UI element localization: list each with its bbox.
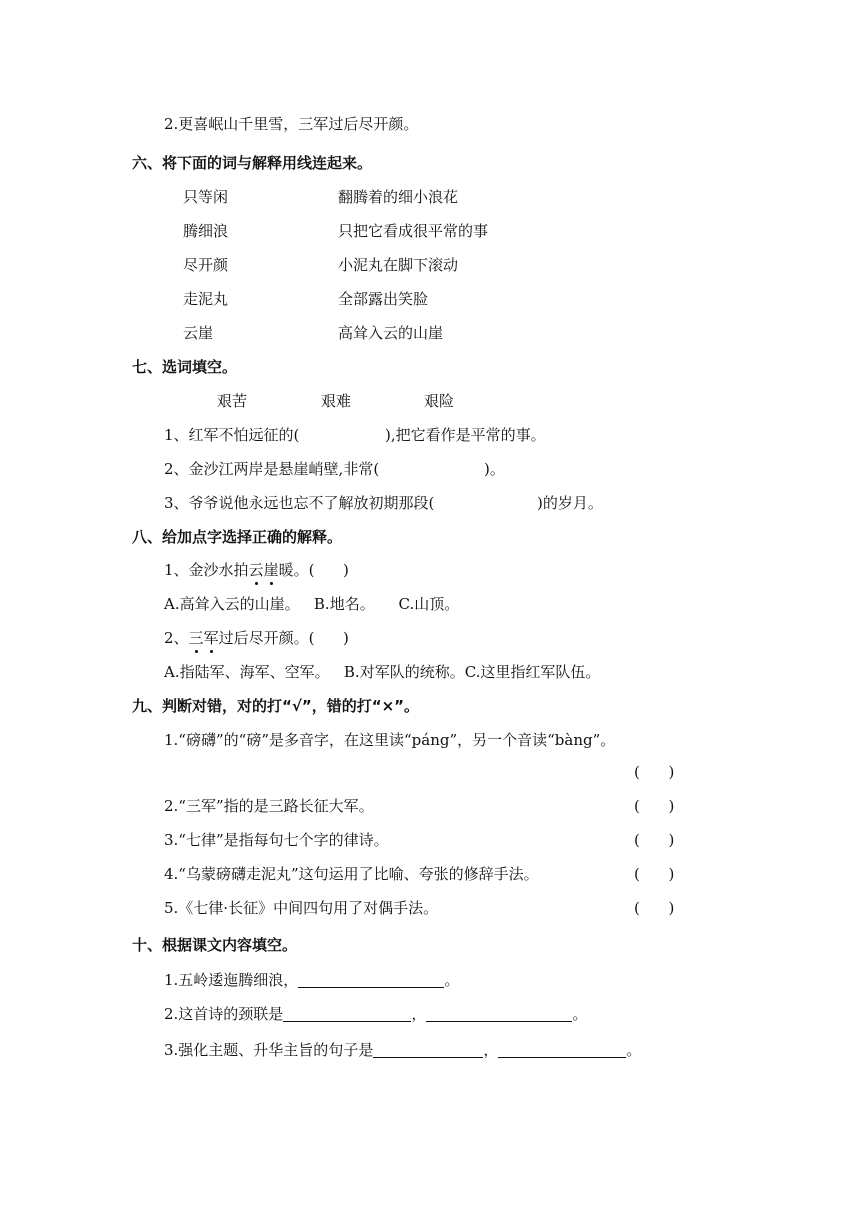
recall-q2-period: 。 bbox=[572, 1005, 588, 1023]
meaning-2: 只把它看成很平常的事 bbox=[338, 222, 489, 240]
judge-answer-1[interactable]: ( ) bbox=[634, 763, 675, 781]
judge-answer-3[interactable]: ( ) bbox=[634, 831, 675, 849]
section-7-title: 七、选词填空。 bbox=[132, 358, 238, 376]
meaning-5: 高耸入云的山崖 bbox=[338, 324, 444, 342]
recall-q3-blank-1[interactable] bbox=[373, 1041, 483, 1058]
meaning-1: 翻腾着的细小浪花 bbox=[338, 188, 459, 206]
fill-q1-start: 1、红军不怕远征的( bbox=[164, 426, 300, 444]
dotted-char-yun: 云 bbox=[248, 561, 264, 579]
dot-q2-line bbox=[164, 628, 349, 648]
recall-q2-blank-2[interactable] bbox=[426, 1005, 572, 1022]
recall-q1 bbox=[164, 970, 459, 990]
judge-answer-5[interactable]: ( ) bbox=[634, 899, 675, 917]
section-9-title: 九、判断对错，对的打“√”，错的打“×”。 bbox=[132, 697, 420, 715]
section-8-title: 八、给加点字选择正确的解释。 bbox=[132, 528, 343, 546]
fill-q3-start: 3、爷爷说他永远也忘不了解放初期那段( bbox=[164, 494, 435, 512]
recall-q3-comma: ， bbox=[483, 1041, 499, 1059]
section-6-title: 六、将下面的词与解释用线连起来。 bbox=[132, 154, 373, 172]
fill-q1-end: ),把它看作是平常的事。 bbox=[385, 426, 546, 444]
dot-q1-options: A.高耸入云的山崖。 B.地名。 C.山顶。 bbox=[164, 595, 460, 613]
recall-q2 bbox=[164, 1004, 587, 1024]
meaning-4: 全部露出笑脸 bbox=[338, 290, 429, 308]
section-10-title: 十、根据课文内容填空。 bbox=[132, 936, 298, 954]
option-word-1: 艰苦 bbox=[217, 392, 248, 410]
judge-item-2: 2.“三军”指的是三路长征大军。 bbox=[164, 797, 374, 815]
recall-q3-period: 。 bbox=[626, 1041, 642, 1059]
dotted-char-jun: 军 bbox=[203, 629, 219, 647]
word-3: 尽开颜 bbox=[183, 256, 229, 274]
word-4: 走泥丸 bbox=[183, 290, 229, 308]
word-2: 腾细浪 bbox=[183, 222, 229, 240]
recall-q3-text: 3.强化主题、升华主旨的句子是 bbox=[164, 1041, 374, 1059]
word-1: 只等闲 bbox=[183, 188, 229, 206]
option-word-3: 艰险 bbox=[424, 392, 455, 410]
judge-item-3: 3.“七律”是指每句七个字的律诗。 bbox=[164, 831, 389, 849]
meaning-3: 小泥丸在脚下滚动 bbox=[338, 256, 459, 274]
dot-q1-suffix: 暖。( ) bbox=[278, 561, 349, 579]
judge-item-1: 1.“磅礴”的“磅”是多音字，在这里读“páng”，另一个音读“bàng”。 bbox=[164, 731, 616, 749]
dot-q1-line bbox=[164, 560, 349, 580]
judge-item-4: 4.“乌蒙磅礴走泥丸”这句运用了比喻、夸张的修辞手法。 bbox=[164, 865, 539, 883]
dot-q1-prefix: 1、金沙水拍 bbox=[164, 561, 249, 579]
dot-q2-options: A.指陆军、海军、空军。 B.对军队的统称。C.这里指红军队伍。 bbox=[164, 663, 601, 681]
judge-item-5: 5.《七律·长征》中间四句用了对偶手法。 bbox=[164, 899, 439, 917]
recall-q1-blank[interactable] bbox=[298, 971, 444, 988]
item-2-line: 2.更喜岷山千里雪，三军过后尽开颜。 bbox=[164, 115, 419, 133]
recall-q3 bbox=[164, 1040, 641, 1060]
fill-q2-start: 2、金沙江两岸是悬崖峭壁,非常( bbox=[164, 460, 380, 478]
recall-q1-period: 。 bbox=[444, 971, 460, 989]
dotted-char-san: 三 bbox=[188, 629, 204, 647]
option-word-2: 艰难 bbox=[321, 392, 352, 410]
recall-q2-comma: ， bbox=[411, 1005, 427, 1023]
judge-answer-2[interactable]: ( ) bbox=[634, 797, 675, 815]
dot-q2-suffix: 过后尽开颜。( ) bbox=[218, 629, 349, 647]
recall-q1-text: 1.五岭逶迤腾细浪， bbox=[164, 971, 299, 989]
recall-q3-blank-2[interactable] bbox=[498, 1041, 626, 1058]
word-5: 云崖 bbox=[183, 324, 214, 342]
recall-q2-blank-1[interactable] bbox=[283, 1005, 411, 1022]
judge-answer-4[interactable]: ( ) bbox=[634, 865, 675, 883]
dotted-char-ya: 崖 bbox=[263, 561, 279, 579]
fill-q2-end: )。 bbox=[484, 460, 505, 478]
recall-q2-text: 2.这首诗的颈联是 bbox=[164, 1005, 284, 1023]
dot-q2-prefix: 2、 bbox=[164, 629, 189, 647]
fill-q3-end: )的岁月。 bbox=[537, 494, 603, 512]
